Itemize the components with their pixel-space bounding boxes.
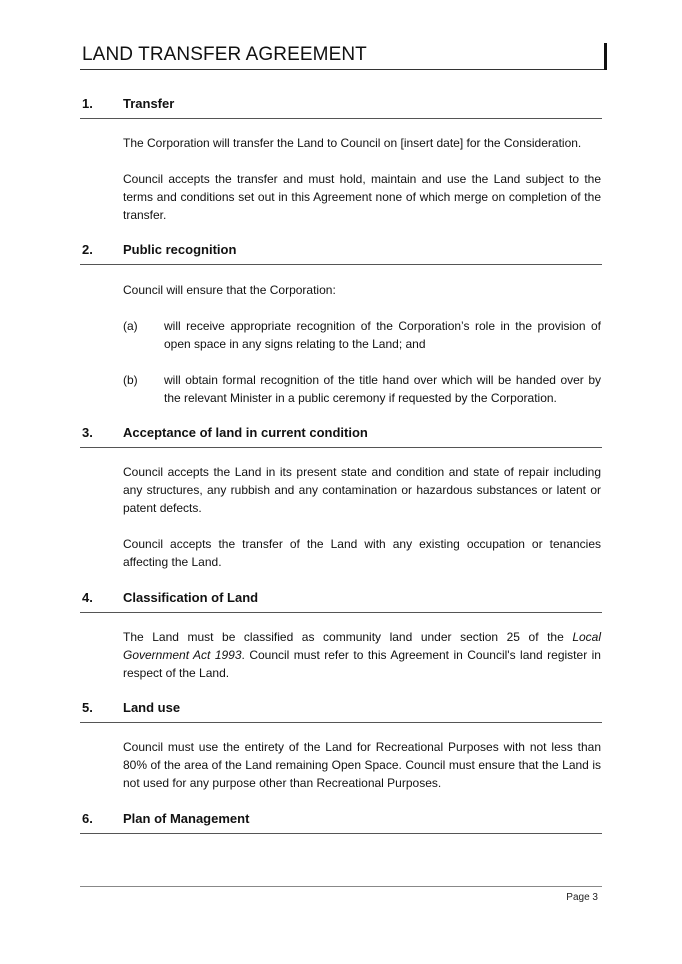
section-number: 6. <box>82 811 93 826</box>
section-2-heading <box>80 242 602 265</box>
list-label: (b) <box>123 373 138 387</box>
footer-divider <box>80 886 602 887</box>
list-text: will receive appropriate recognition of the Corporation’s role in the provision of open space in any signs relating to the Land; and <box>164 319 601 352</box>
section-6-heading <box>80 811 602 834</box>
section-number: 5. <box>82 700 93 715</box>
section-4-heading <box>80 590 602 613</box>
margin-bar <box>604 43 607 70</box>
section-title: Acceptance of land in current condition <box>123 425 368 440</box>
paragraph: Council will ensure that the Corporation: <box>123 283 336 297</box>
list-item <box>123 371 601 407</box>
page-title: LAND TRANSFER AGREEMENT <box>82 44 367 65</box>
section-title: Public recognition <box>123 242 237 257</box>
paragraph: Council accepts the transfer of the Land with any existing occupation or tenancies affecting the Land. <box>123 537 601 570</box>
section-number: 3. <box>82 425 93 440</box>
section-number: 4. <box>82 590 93 605</box>
page-number: Page 3 <box>566 892 598 903</box>
section-title: Land use <box>123 700 181 715</box>
section-title: Classification of Land <box>123 590 259 605</box>
act-title: Local Government Act 1993 <box>123 630 601 663</box>
title-divider <box>80 69 607 70</box>
list-text: will obtain formal recognition of the title hand over which will be handed over by the relevant Minister in a public ceremony if requested by the Corporation. <box>164 373 601 406</box>
section-title: Plan of Management <box>123 811 250 826</box>
paragraph: Council accepts the Land in its present state and condition and state of repair including any structures, any rubbish and any contamination or hazardous substances or latent or patent defects. <box>123 465 601 516</box>
section-number: 2. <box>82 242 93 257</box>
paragraph: Council must use the entirety of the Land for Recreational Purposes with not less than 80% of the area of the Land remaining Open Space. Council must ensure that the Land is not used for any purpose other than Recreational Purposes. <box>123 740 601 791</box>
section-number: 1. <box>82 96 93 111</box>
paragraph-text: . Council must refer to this Agreement in Council's land register in respect of the Land. <box>123 648 601 681</box>
paragraph <box>123 628 601 683</box>
list-item <box>123 317 601 353</box>
section-1-heading <box>80 96 602 119</box>
section-title: Transfer <box>123 96 175 111</box>
section-3-heading <box>80 425 602 448</box>
list-label: (a) <box>123 319 138 333</box>
paragraph-text: The Land must be classified as community land under section 25 of the <box>123 630 573 644</box>
paragraph: Council accepts the transfer and must hold, maintain and use the Land subject to the terms and conditions set out in this Agreement none of which merge on completion of the transfer. <box>123 172 601 223</box>
paragraph: The Corporation will transfer the Land to Council on [insert date] for the Consideration. <box>123 136 582 150</box>
section-5-heading <box>80 700 602 723</box>
